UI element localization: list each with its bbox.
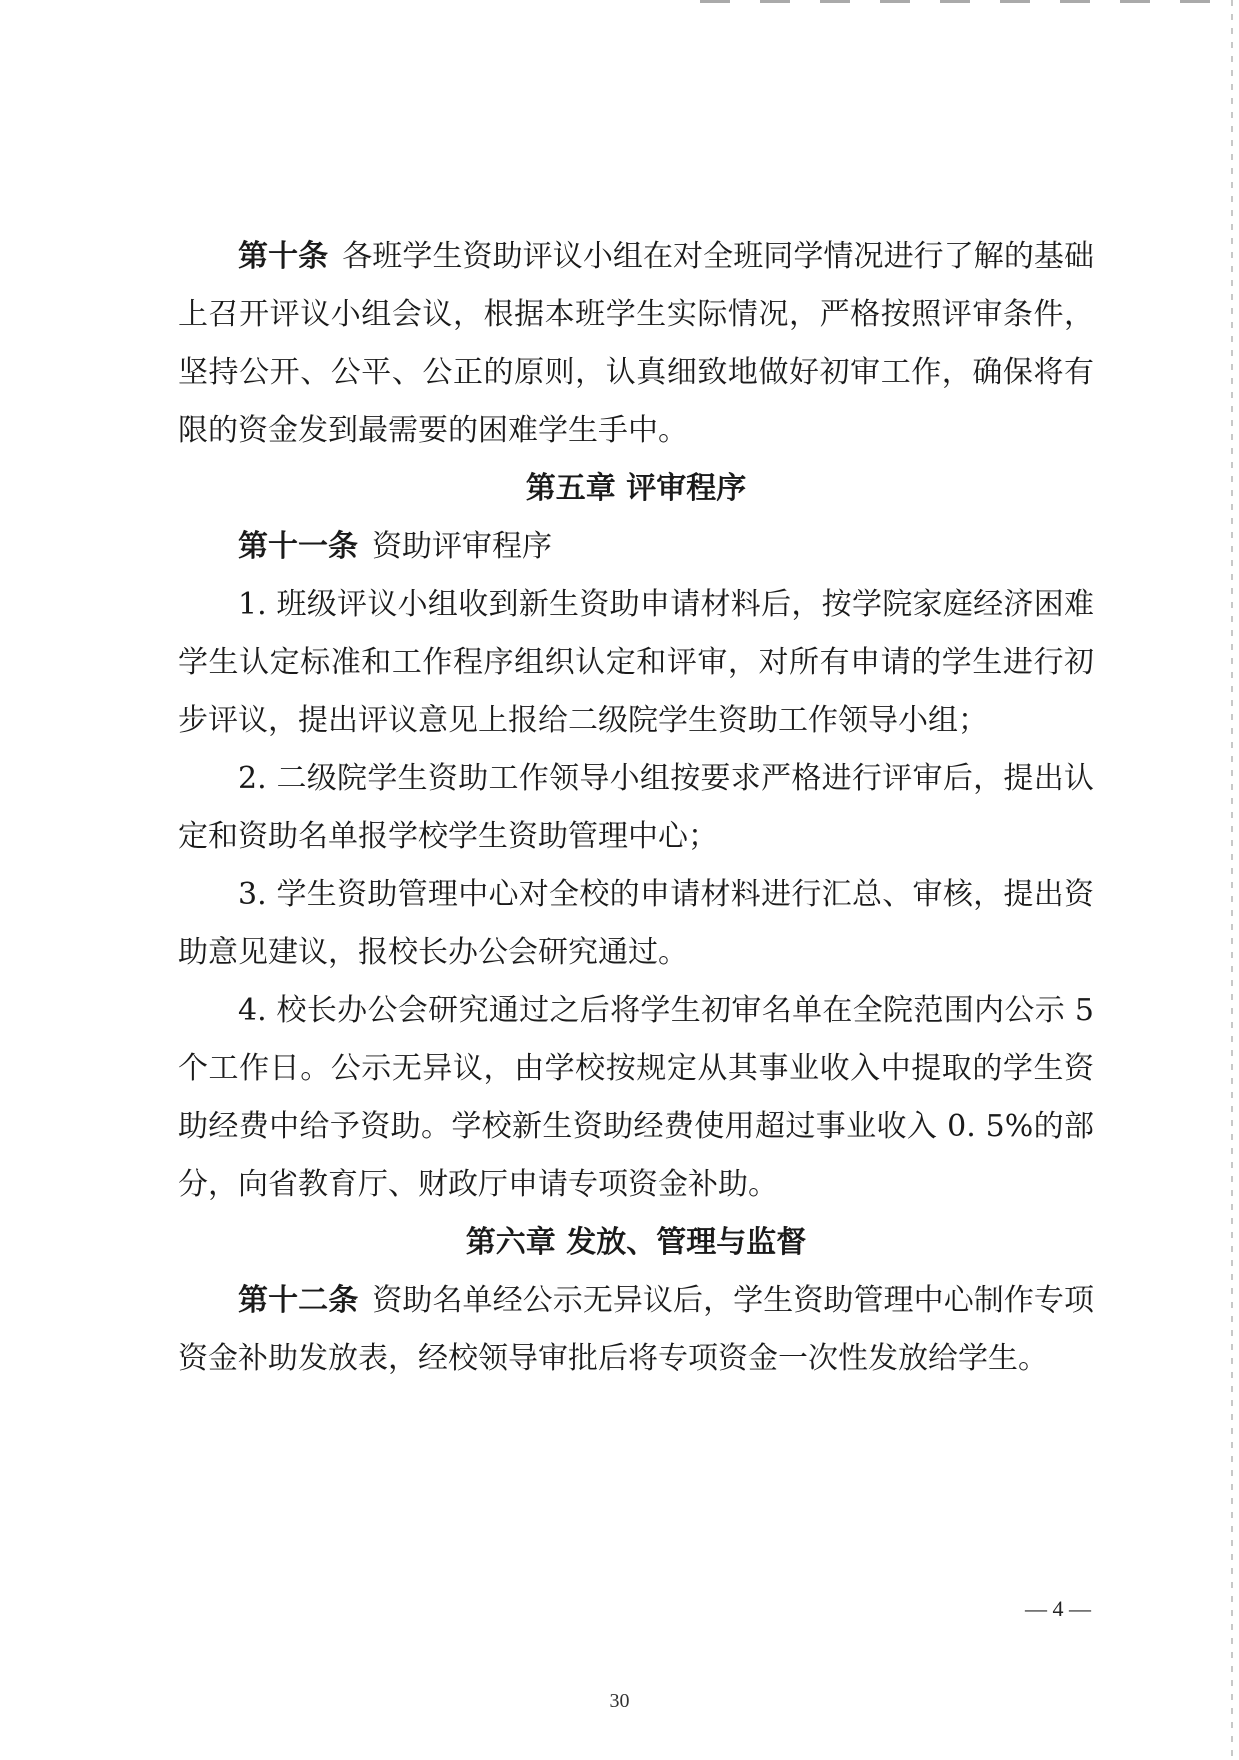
footer-page-number: 30 xyxy=(609,1690,630,1712)
chapter-5-title: 第五章 评审程序 xyxy=(525,471,747,506)
article-11-item-4: 4. 校长办公会研究通过之后将学生初审名单在全院范围内公示 5 个工作日。公示无异议，由学校按规定从其事业收入中提取的学生资助经费中给予资助。学校新生资助经费使用超过事业收入 0. 5%的部分，向省教育厅、财政厅申请专项资金补助。 xyxy=(178,993,1094,1202)
article-11-item-3: 3. 学生资助管理中心对全校的申请材料进行汇总、审核，提出资助意见建议，报校长办公会研究通过。 xyxy=(178,877,1094,970)
article-11-text: 资助评审程序 xyxy=(372,529,552,564)
chapter-6-title: 第六章 发放、管理与监督 xyxy=(465,1225,807,1260)
article-12 xyxy=(178,1272,1094,1388)
article-11-heading: 第十一条 xyxy=(238,529,358,564)
article-10-text: 各班学生资助评议小组在对全班同学情况进行了解的基础上召开评议小组会议，根据本班学生实际情况，严格按照评审条件，坚持公开、公平、公正的原则，认真细致地做好初审工作，确保将有限的资金发到最需要的困难学生手中。 xyxy=(178,239,1095,448)
page-number: — 4 — xyxy=(1025,1596,1091,1621)
article-11-item-1: 1. 班级评议小组收到新生资助申请材料后，按学院家庭经济困难学生认定标准和工作程序组织认定和评审，对所有申请的学生进行初步评议，提出评议意见上报给二级院学生资助工作领导小组； xyxy=(178,587,1094,738)
article-12-text: 资助名单经公示无异议后，学生资助管理中心制作专项资金补助发放表，经校领导审批后将专项资金一次性发放给学生。 xyxy=(178,1283,1094,1376)
article-10-heading: 第十条 xyxy=(238,239,329,274)
article-11 xyxy=(178,518,1094,576)
document-body xyxy=(178,228,1094,1388)
article-10 xyxy=(178,228,1094,460)
article-12-heading: 第十二条 xyxy=(238,1283,359,1318)
scan-edge-right xyxy=(1231,0,1233,1760)
scan-edge-top xyxy=(700,0,1239,3)
article-11-item-2: 2. 二级院学生资助工作领导小组按要求严格进行评审后，提出认定和资助名单报学校学生资助管理中心； xyxy=(178,761,1094,854)
